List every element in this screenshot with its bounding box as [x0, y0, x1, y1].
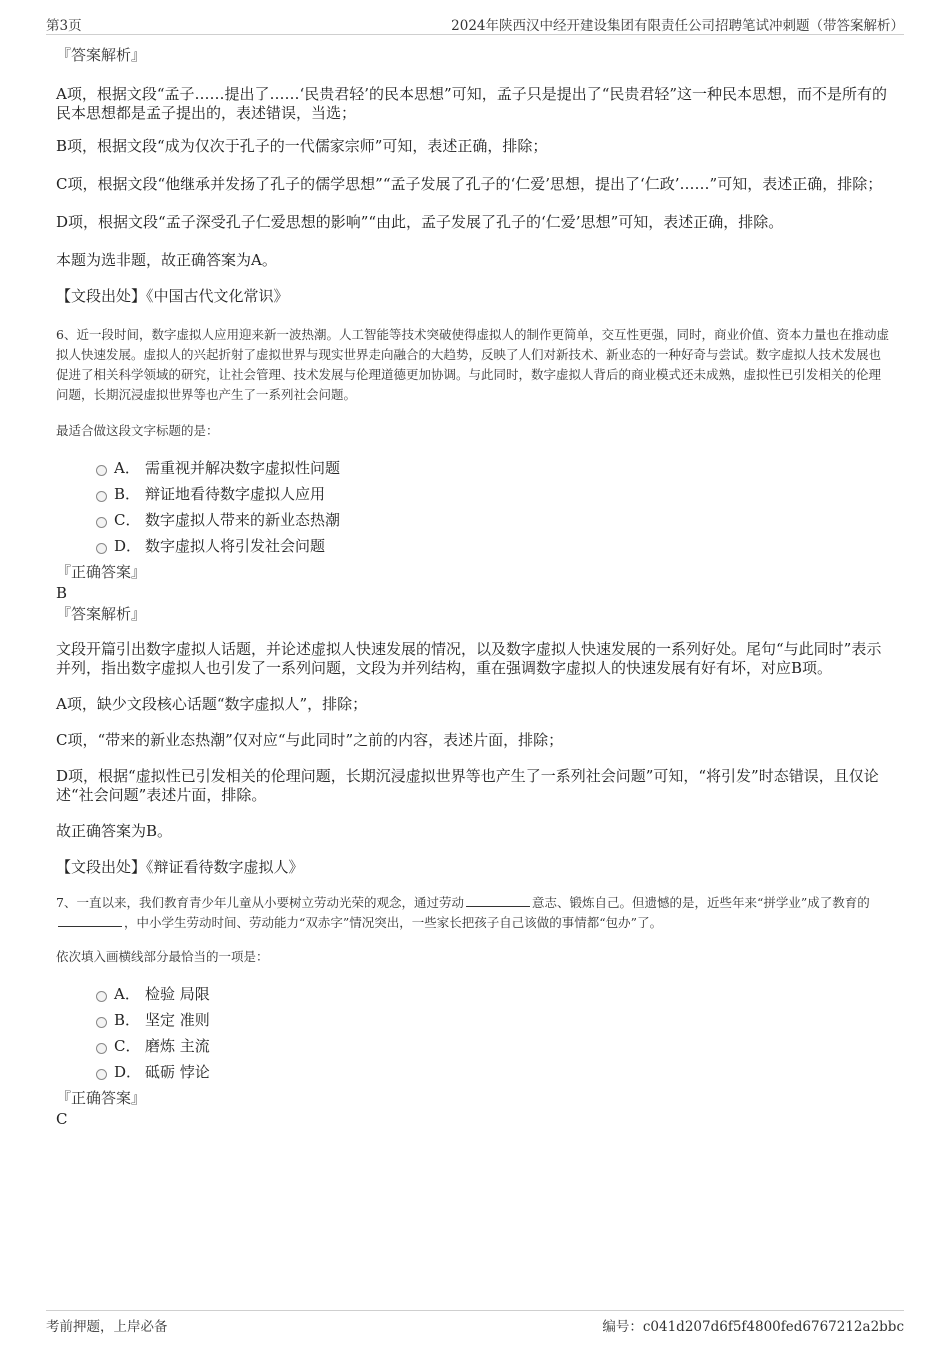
fill-blank-2 [58, 915, 122, 927]
analysis-heading: 『答案解析』 [56, 46, 147, 64]
radio-icon[interactable] [96, 491, 107, 502]
option-c[interactable]: C． 磨炼 主流 [56, 1033, 890, 1059]
analysis-conclusion: 故正确答案为B。 [56, 822, 173, 840]
analysis-item-c: C项，“带来的新业态热潮”仅对应“与此同时”之前的内容，表述片面，排除； [56, 731, 564, 749]
radio-icon[interactable] [96, 517, 107, 528]
document-body [56, 44, 890, 1129]
option-c[interactable]: C． 数字虚拟人带来的新业态热潮 [56, 507, 890, 533]
radio-icon[interactable] [96, 543, 107, 554]
radio-icon[interactable] [96, 1017, 107, 1028]
option-a[interactable]: A． 检验 局限 [56, 981, 890, 1007]
question-7-options [56, 981, 890, 1085]
source-note: 【文段出处】《中国古代文化常识》 [56, 287, 289, 305]
analysis-item-b: B项，根据文段“成为仅次于孔子的一代儒家宗师”可知，表述正确，排除； [56, 137, 548, 155]
page-header [46, 14, 904, 35]
document-title: 2024年陕西汉中经开建设集团有限责任公司招聘笔试冲刺题（带答案解析） [451, 18, 904, 34]
analysis-item-a: A项，缺少文段核心话题“数字虚拟人”，排除； [56, 695, 368, 713]
question-7-prompt: 依次填入画横线部分最恰当的一项是： [56, 949, 269, 964]
option-b[interactable]: B． 坚定 准则 [56, 1007, 890, 1033]
analysis-item-c: C项，根据文段“他继承并发扬了孔子的儒学思想”“孟子发展了孔子的‘仁爱’思想，提出了‘仁政’……”可知，表述正确，排除； [56, 175, 883, 193]
option-d[interactable]: D． 砥砺 悖论 [56, 1059, 890, 1085]
analysis-item-d: D项，根据“虚拟性已引发相关的伦理问题，长期沉浸虚拟世界等也产生了一系列社会问题”可知，“将引发”时态错误，且仅论述“社会问题”表述片面，排除。 [56, 767, 879, 804]
question-6-passage: 6、近一段时间，数字虚拟人应用迎来新一波热潮。人工智能等技术突破使得虚拟人的制作更简单，交互性更强，同时，商业价值、资本力量也在推动虚拟人快速发展。虚拟人的兴起折射了虚拟世界与现实世界走向融合的大趋势，反映了人们对新技术、新业态的一种好奇与尝试。数字虚拟人技术发展也促进了相关科学领域的研究，让社会管理、技术发展与伦理道德更加协调。与此同时，数字虚拟人背后的商业模式还未成熟，虚拟性已引发相关的伦理问题，长期沉浸虚拟世界等也产生了一系列社会问题。 [56, 327, 889, 402]
correct-answer: C [56, 1110, 68, 1128]
option-d[interactable]: D． 数字虚拟人将引发社会问题 [56, 533, 890, 559]
radio-icon[interactable] [96, 991, 107, 1002]
document-code: 编号：c041d207d6f5f4800fed6767212a2bbc [602, 1319, 904, 1335]
radio-icon[interactable] [96, 465, 107, 476]
analysis-conclusion: 本题为选非题，故正确答案为A。 [56, 251, 277, 269]
analysis-item-d: D项，根据文段“孟子深受孔子仁爱思想的影响”“由此，孟子发展了孔子的‘仁爱’思想”可知，表述正确，排除。 [56, 213, 784, 231]
page-footer [46, 1310, 904, 1333]
question-6-prompt: 最适合做这段文字标题的是： [56, 423, 219, 438]
question-7-passage: 7、一直以来，我们教育青少年儿童从小要树立劳动光荣的观念，通过劳动 意志、锻炼自己。但遗憾的是，近些年来“拼学业”成了教育的，中小学生劳动时间、劳动能力“双赤字”情况突出，一些家长把孩子自己该做的事情都“包办”了。 [56, 895, 870, 930]
correct-answer-heading: 『正确答案』 [56, 1089, 147, 1107]
analysis-heading: 『答案解析』 [56, 605, 147, 623]
page-number: 第3页 [46, 18, 82, 34]
correct-answer-heading: 『正确答案』 [56, 563, 147, 581]
footer-slogan: 考前押题，上岸必备 [46, 1319, 168, 1335]
analysis-paragraph: 文段开篇引出数字虚拟人话题，并论述虚拟人快速发展的情况，以及数字虚拟人快速发展的一系列好处。尾句“与此同时”表示并列，指出数字虚拟人也引发了一系列问题，文段为并列结构，重在强调数字虚拟人的快速发展有好有坏，对应B项。 [56, 640, 882, 677]
radio-icon[interactable] [96, 1043, 107, 1054]
fill-blank-1 [466, 895, 530, 907]
analysis-item-a: A项，根据文段“孟子……提出了……‘民贵君轻’的民本思想”可知，孟子只是提出了“民贵君轻”这一种民本思想，而不是所有的民本思想都是孟子提出的，表述错误，当选； [56, 85, 888, 122]
question-6-options [56, 455, 890, 559]
option-b[interactable]: B． 辩证地看待数字虚拟人应用 [56, 481, 890, 507]
source-note: 【文段出处】《辩证看待数字虚拟人》 [56, 858, 304, 876]
correct-answer: B [56, 584, 68, 602]
radio-icon[interactable] [96, 1069, 107, 1080]
option-a[interactable]: A． 需重视并解决数字虚拟性问题 [56, 455, 890, 481]
